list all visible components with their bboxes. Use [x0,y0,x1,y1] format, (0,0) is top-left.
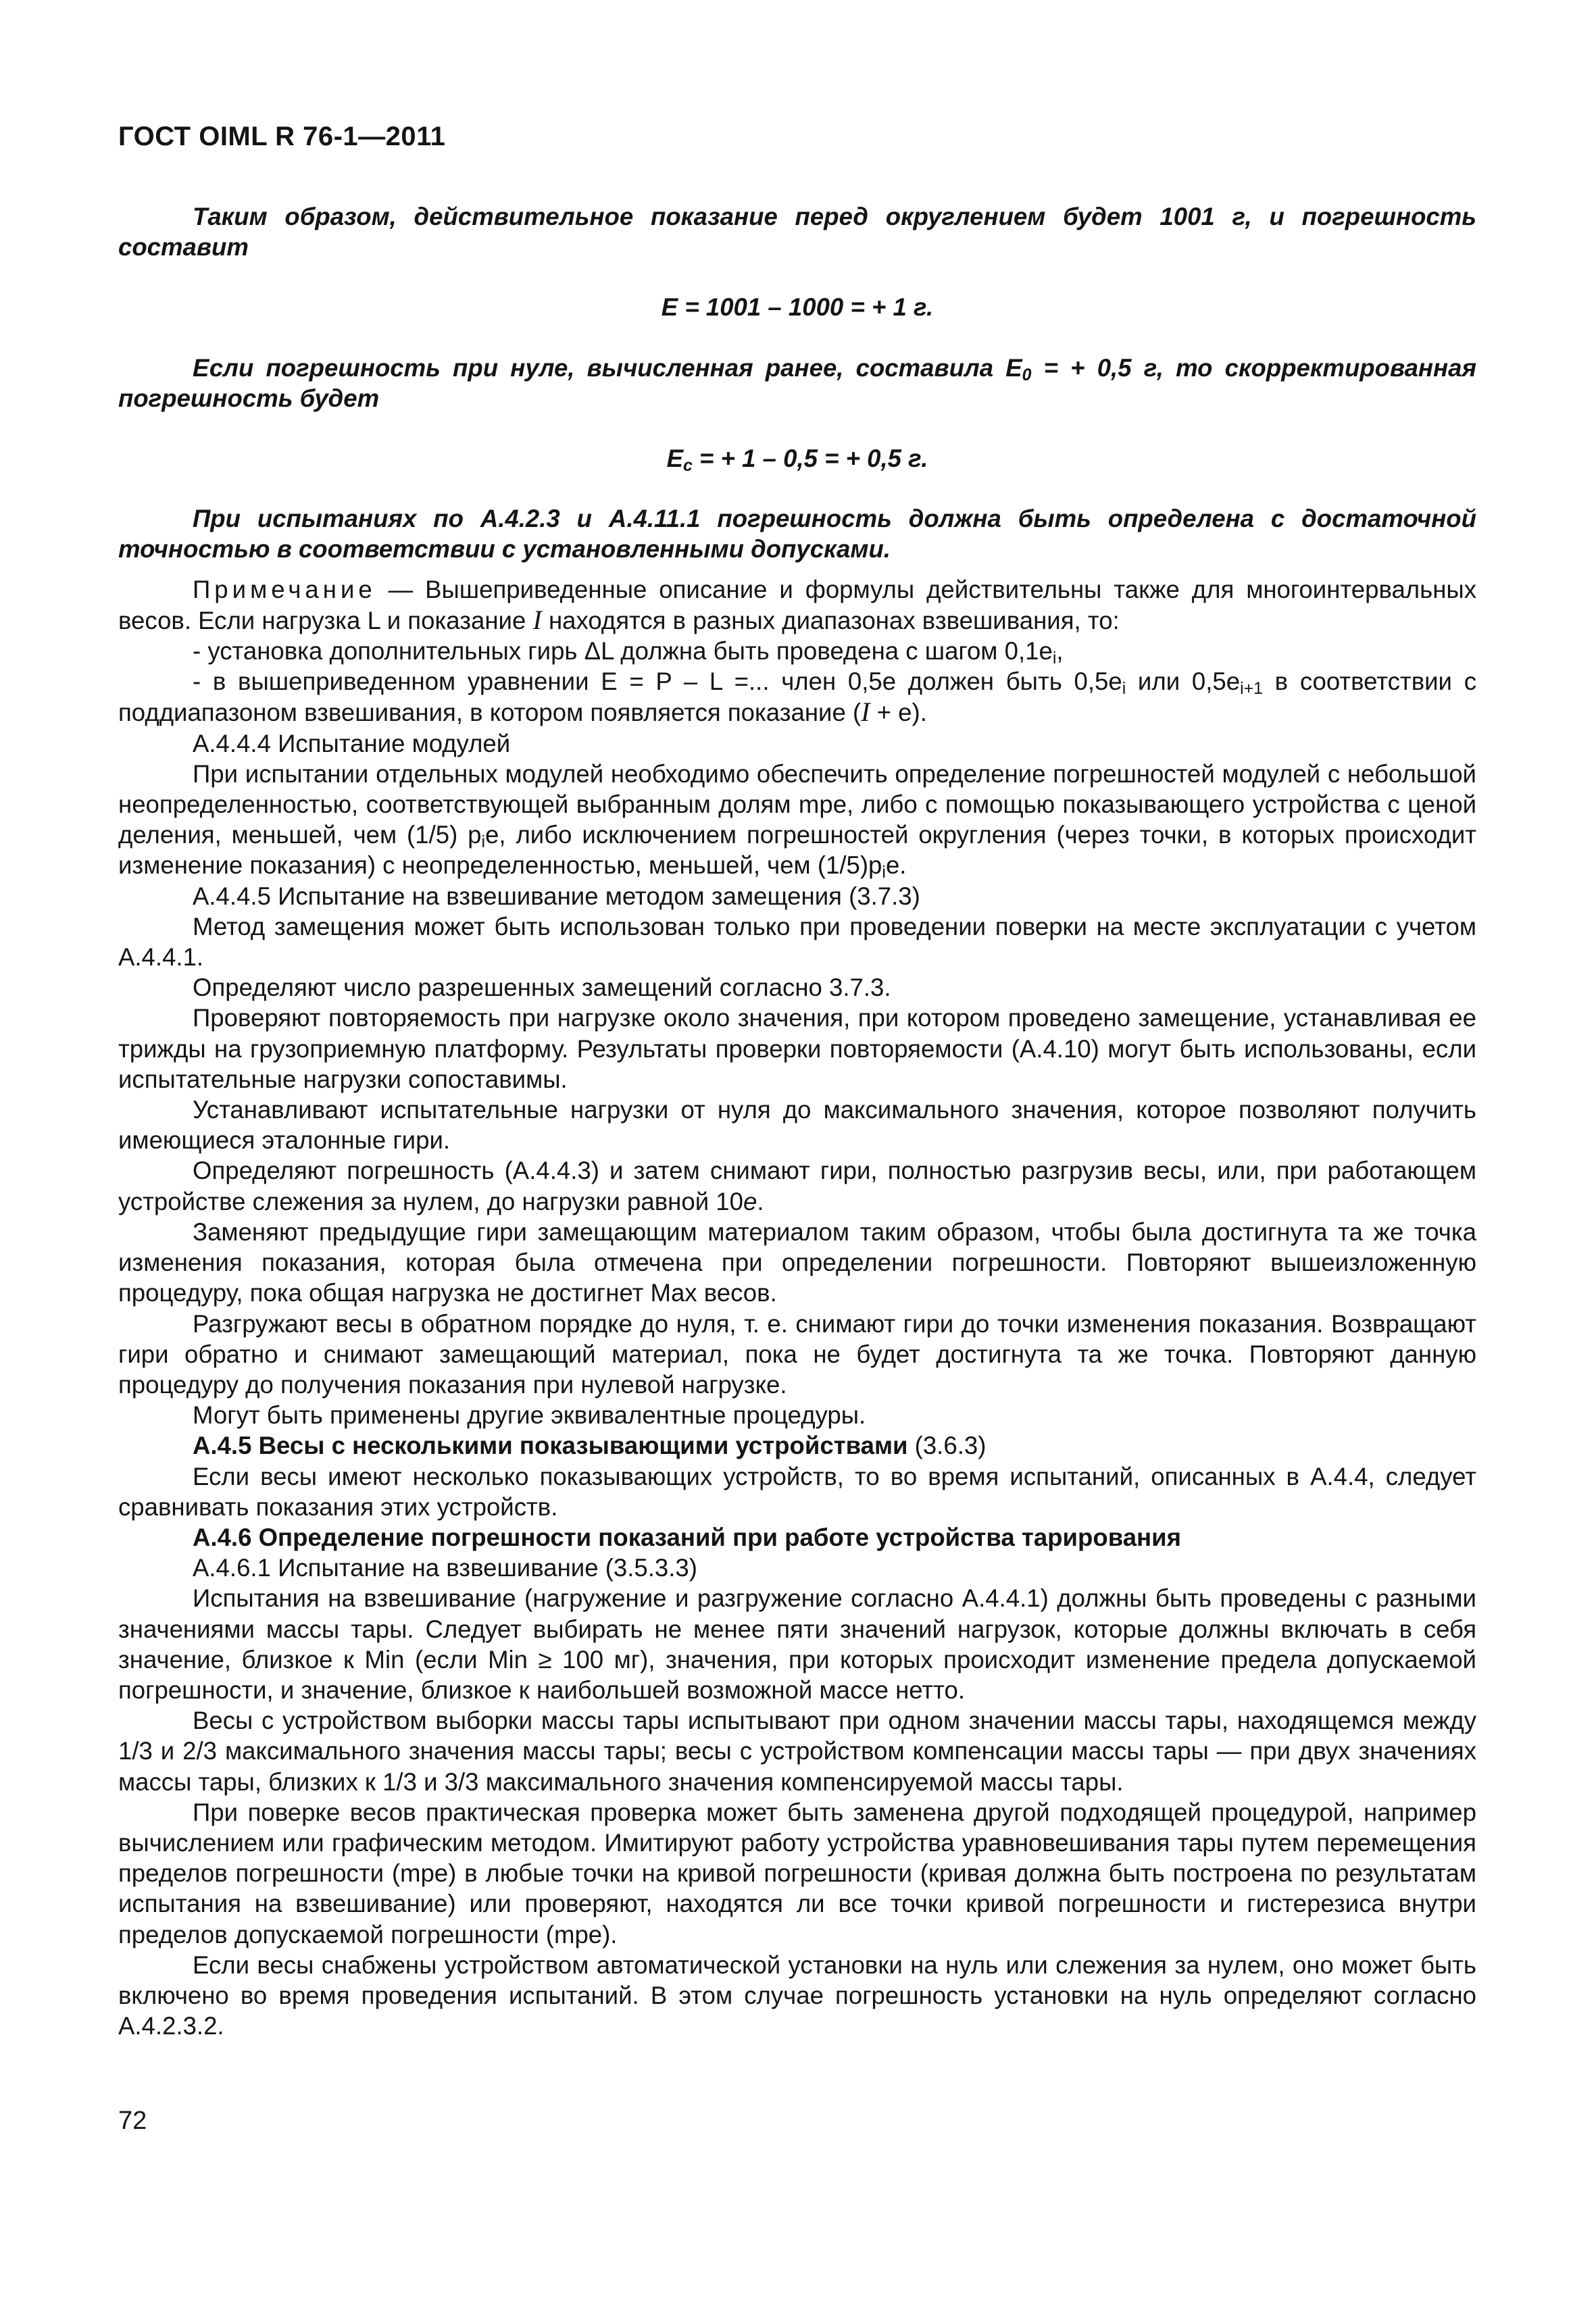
section-a445-p3: Проверяют повторяемость при нагрузке около значения, при котором проведено замещение, устанавливая ее трижды на грузоприемную платформу. Результаты проверки повторяемости (А.4.10) могут быть использованы, если испытательные нагрузки сопоставимы. [118,1004,1476,1093]
section-a445-title: А.4.4.5 Испытание на взвешивание методом замещения (3.7.3) [193,882,920,910]
section-a445-p8: Могут быть применены другие эквивалентные процедуры. [193,1401,866,1430]
section-a461-p1: Испытания на взвешивание (нагружение и разгружение согласно А.4.4.1) должны быть проведены с разными значениями массы тары. Следует выбирать не менее пяти значений нагрузок, которые должны включать в себя значение, близкое к Min (если Min ≥ 100 мг), значения, при которых происходит изменение предела допускаемой погрешности, и значение, близкое к наибольшей возможной массе нетто. [118,1584,1476,1704]
section-a444-text: При испытании отдельных модулей необходимо обеспечить определение погрешностей модулей с небольшой неопределенностью, соответствующей выбранным долям mpe, либо с помощью показывающего устройства с ценой деления, меньшей, чем (1/5) $p_ie$, либо исключением погрешностей округления (через точки, в которых происходит изменение показания) с неопределенностью, меньшей, чем $(1/5)p_ie$. [118,759,1477,882]
section-a45-p1: Если весы имеют несколько показывающих устройств, то во время испытаний, описанных в А.4.4, следует сравнивать показания этих устройств. [118,1462,1476,1521]
accuracy-paragraph: При испытаниях по А.4.2.3 и А.4.11.1 погрешность должна быть определена с достаточной точностью в соответствии с установленными допусками. [118,505,1476,563]
section-a461-p4: Если весы снабжены устройством автоматической установки на нуль или слежения за нулем, оно может быть включено во время проведения испытаний. В этом случае погрешность установки на нуль определяют согласно А.4.2.3.2. [118,1951,1476,2040]
section-a445-p7: Разгружают весы в обратном порядке до нуля, т. е. снимают гири до точки изменения показания. Возвращают гири обратно и снимают замещающий материал, пока не будет достигнута та же точка. Повторяют данную процедуру до получения показания при нулевой нагрузке. [118,1309,1476,1399]
section-a445-p1: Метод замещения может быть использован только при проведении поверки на месте эксплуатации с учетом А.4.4.1. [118,912,1476,972]
note-dash-2: - в вышеприведенном уравнении E = P – L =... член 0,5e должен быть $0,5e_i$ или $0,5e_{i+1}$ в соответствии с поддиапазоном взвешивания, в котором появляется показание (I + e). [118,668,1476,728]
note-dash-1: - установка дополнительных гирь ΔL должна быть проведена с шагом $0,1e_i$, [193,637,1064,668]
section-a445-p6: Заменяют предыдущие гири замещающим материалом таким образом, чтобы была достигнута та же точка изменения показания, которая была отмечена при определении погрешности. Повторяют вышеизложенную процедуру, пока общая нагрузка не достигнет Max весов. [118,1217,1476,1307]
note-paragraph: Примечание — Вышеприведенные описание и формулы действительны также для многоинтервальных весов. Если нагрузка L и показание I находятся в разных диапазонах взвешивания, то: [118,575,1476,635]
section-a445-p5: Определяют погрешность (А.4.4.3) и затем снимают гири, полностью разгрузив весы, или, при работающем устройстве слежения за нулем, до нагрузки равной 10e. [118,1157,1476,1215]
section-a46-title: А.4.6 Определение погрешности показаний при работе устройства тарирования [193,1523,1181,1551]
page-content [118,201,1476,2041]
section-a461-p2: Весы с устройством выборки массы тары испытывают при одном значении массы тары, находящемся между 1/3 и 2/3 максимального значения массы тары; весы с устройством компенсации массы тары — при двух значениях массы тары, близких к 1/3 и 3/3 максимального значения компенсируемой массы тары. [118,1707,1476,1796]
note-label: Примечание [193,575,376,603]
zero-error-paragraph: Если погрешность при нуле, вычисленная ранее, составила $E_0$ = + 0,5 г, то скорректированная погрешность будет [118,353,1476,412]
document-header: ГОСТ OIML R 76-1—2011 [118,122,446,151]
page-number: 72 [118,2107,147,2135]
section-a445-p2: Определяют число разрешенных замещений согласно 3.7.3. [193,974,891,1002]
section-a444-title: А.4.4.4 Испытание модулей [193,729,511,757]
formula-error: E = 1001 – 1000 = + 1 г. [661,293,934,322]
section-a445-p4: Устанавливают испытательные нагрузки от нуля до максимального значения, которое позволяют получить имеющиеся эталонные гири. [118,1096,1476,1155]
section-a461-title: А.4.6.1 Испытание на взвешивание (3.5.3.3) [193,1554,697,1582]
intro-paragraph: Таким образом, действительное показание перед округлением будет 1001 г, и погрешность составит [118,203,1476,261]
section-a461-p3: При поверке весов практическая проверка может быть заменена другой подходящей процедурой, например вычислением или графическим методом. Имитируют работу устройства уравновешивания тары путем перемещения пределов погрешности (mpe) в любые точки на кривой погрешности (кривая должна быть построена по результатам испытания на взвешивание) или проверяют, находятся ли все точки кривой погрешности и гистерезиса внутри пределов допускаемой погрешности (mpe). [118,1798,1476,1948]
section-a45-title: А.4.5 Весы с несколькими показывающими устройствами (3.6.3) [193,1432,987,1460]
formula-corrected-error: $E_c$ = + 1 – 0,5 = + 0,5 г. [666,445,928,476]
